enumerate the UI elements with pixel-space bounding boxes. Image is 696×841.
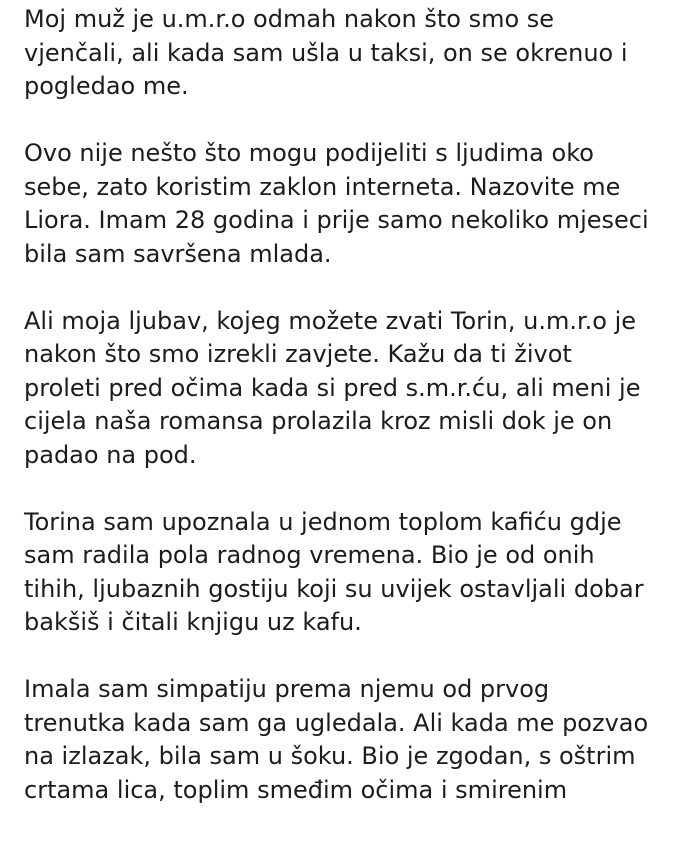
paragraph-4	[24, 506, 696, 640]
text-line: trenutka kada sam ga ugledala. Ali kada me pozvao	[24, 708, 649, 737]
text-line: Imala sam simpatiju prema njemu od prvog	[24, 675, 550, 703]
text-line: Moj muž je u.m.r.o odmah nakon što smo se	[24, 5, 555, 33]
text-line: crtama lica, toplim smeđim očima i smirenim	[24, 775, 568, 804]
bottom-edge-mask	[0, 811, 696, 817]
text-line: na izlazak, bila sam u šoku. Bio je zgodan, s oštrim	[24, 742, 636, 770]
paragraph-2	[24, 137, 696, 271]
text-line: Torina sam upoznala u jednom toplom kafiću gdje	[24, 507, 622, 536]
text-line: bakšiš i čitali knjigu uz kafu.	[24, 608, 362, 636]
story-text	[24, 3, 696, 841]
text-line: proleti pred očima kada si pred s.m.r.ću, ali meni je	[24, 373, 641, 402]
text-line: Ovo nije nešto što mogu podijeliti s ljudima oko	[24, 139, 594, 167]
text-line: vjenčali, ali kada sam ušla u taksi, on se okrenuo i	[24, 38, 628, 67]
paragraph-3	[24, 305, 696, 473]
paragraph-1	[24, 3, 696, 104]
text-line: Liora. Imam 28 godina i prije samo nekoliko mjeseci	[24, 206, 649, 234]
text-line: sam radila pola radnog vremena. Bio je od onih	[24, 541, 595, 569]
text-line: sebe, zato koristim zaklon interneta. Nazovite me	[24, 172, 621, 201]
text-line: cijela naša romansa prolazila kroz misli dok je on	[24, 407, 613, 435]
text-line: Ali moja ljubav, kojeg možete zvati Torin, u.m.r.o je	[24, 306, 637, 335]
paragraph-5	[24, 673, 696, 807]
text-line: pogledao me.	[24, 72, 189, 100]
text-line: bila sam savršena mlada.	[24, 239, 332, 268]
text-line: tihih, ljubaznih gostiju koji su uvijek ostavljali dobar	[24, 574, 644, 603]
text-line: padao na pod.	[24, 440, 197, 469]
text-line: nakon što smo izrekli zavjete. Kažu da ti život	[24, 340, 572, 368]
